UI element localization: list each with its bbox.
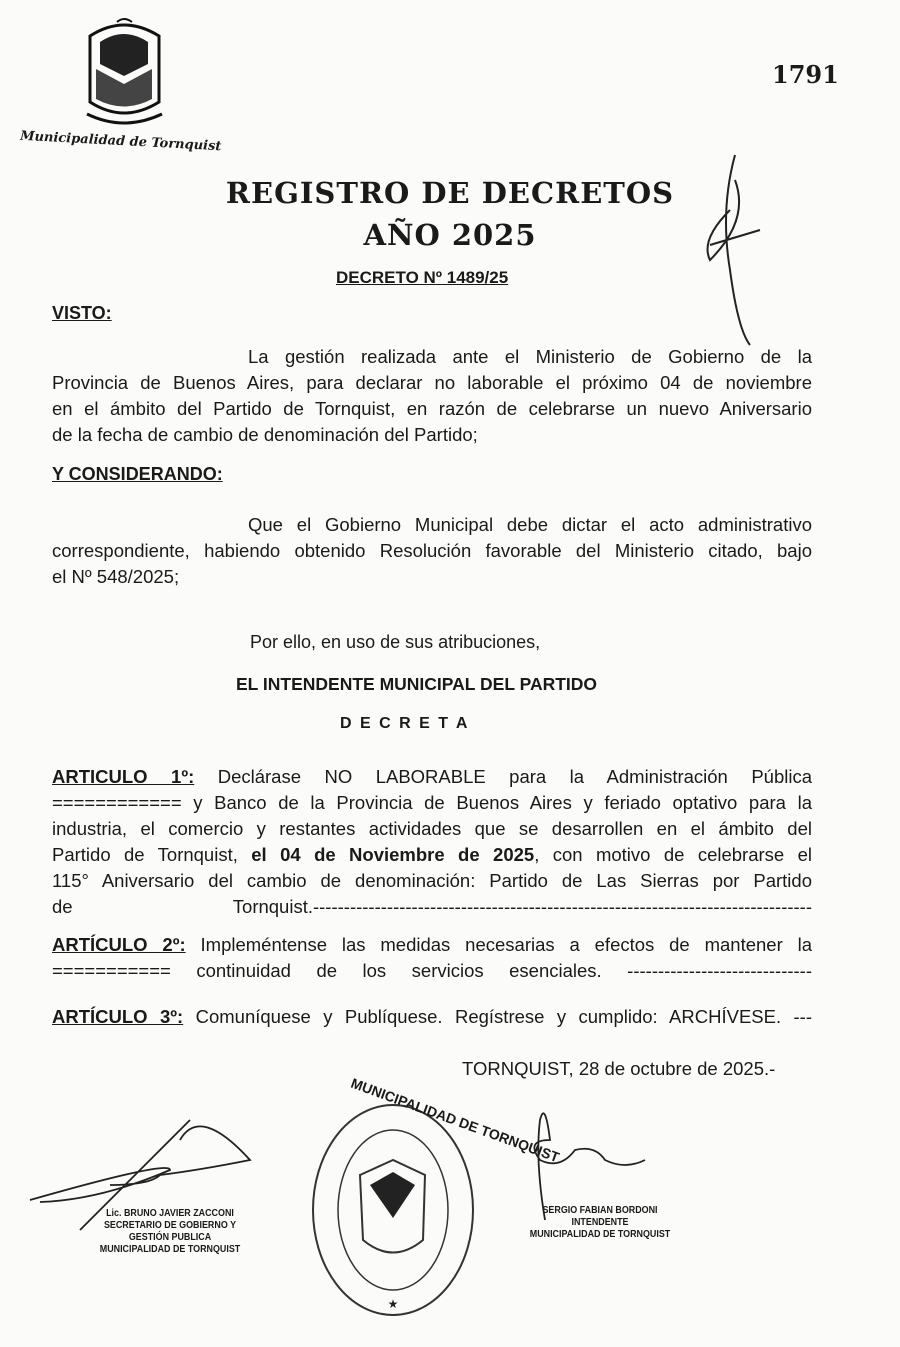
signatory-institution: MUNICIPALIDAD DE TORNQUIST: [99, 1243, 241, 1255]
signatory-title: SECRETARIO DE GOBIERNO Y: [103, 1219, 237, 1231]
considerando-line: Que el Gobierno Municipal debe dictar el acto administrativo: [248, 514, 812, 535]
signatory-title: INTENDENTE: [571, 1216, 629, 1228]
article-1-line: [52, 842, 812, 868]
por-ello-text: Por ello, en uso de sus atribuciones,: [250, 632, 541, 652]
municipal-coat-of-arms-logo: [82, 14, 167, 132]
signatory-name: Lic. BRUNO JAVIER ZACCONI: [106, 1207, 234, 1219]
text: Partido de Tornquist,: [52, 844, 238, 865]
logo-caption: Municipalidad de Tornquist: [19, 128, 222, 155]
document-year: AÑO 2025: [363, 218, 537, 252]
article-1-line: ============ y Banco de la Provincia de Buenos Aires y feriado optativo para la: [52, 792, 812, 813]
page-number: 1791: [772, 60, 839, 89]
document-title: REGISTRO DE DECRETOS: [225, 176, 675, 210]
article-3: [52, 1004, 812, 1030]
article-1-line: industria, el comercio y restantes actividades que se desarrollen en el ámbito del: [52, 818, 812, 839]
considerando-line: el Nº 548/2025;: [52, 566, 180, 587]
article-2-label: ARTÍCULO 2º:: [52, 934, 186, 955]
article-3-text: Comuníquese y Publíquese. Regístrese y cumplido: ARCHÍVESE. ---: [195, 1006, 813, 1027]
text: , con motivo de celebrarse el: [534, 844, 812, 865]
article-1: [52, 764, 812, 790]
article-1-text: Declárase NO LABORABLE para la Administración Pública: [217, 766, 812, 787]
signatory-name: SERGIO FABIAN BORDONI: [542, 1204, 658, 1216]
visto-heading: VISTO:: [52, 303, 112, 323]
signatory-left: [85, 1207, 255, 1255]
article-1-label: ARTICULO 1º:: [52, 766, 195, 787]
signatory-title: GESTIÓN PUBLICA: [128, 1231, 212, 1243]
visto-line: en el ámbito del Partido de Tornquist, en razón de celebrarse un nuevo Aniversario: [52, 398, 812, 419]
decreta-heading: D E C R E T A: [340, 715, 470, 732]
svg-text:★: ★: [387, 1297, 399, 1311]
authority-heading: EL INTENDENTE MUNICIPAL DEL PARTIDO: [236, 674, 598, 694]
considerando-heading: Y CONSIDERANDO:: [52, 464, 223, 484]
article-2-line: =========== continuidad de los servicios esenciales. ------------------------------: [52, 960, 812, 981]
municipal-seal: [305, 1100, 485, 1325]
decree-number: DECRETO Nº 1489/25: [336, 268, 509, 287]
visto-line: La gestión realizada ante el Ministerio de Gobierno de la: [248, 346, 812, 367]
article-2: [52, 932, 812, 958]
visto-line: de la fecha de cambio de denominación del Partido;: [52, 424, 478, 445]
seal-text: MUNICIPALIDAD DE TORNQUIST: [348, 1074, 562, 1166]
article-2-text: Impleméntense las medidas necesarias a efectos de mantener la: [200, 934, 812, 955]
signatory-right: [519, 1204, 681, 1240]
considerando-line: correspondiente, habiendo obtenido Resolución favorable del Ministerio citado, bajo: [52, 540, 812, 561]
holiday-date: el 04 de Noviembre de 2025: [251, 844, 535, 865]
signatory-institution: MUNICIPALIDAD DE TORNQUIST: [529, 1228, 671, 1240]
article-1-line: 115° Aniversario del cambio de denominación: Partido de Las Sierras por Partido: [52, 870, 812, 891]
visto-line: Provincia de Buenos Aires, para declarar no laborable el próximo 04 de noviembre: [52, 372, 812, 393]
place-date: TORNQUIST, 28 de octubre de 2025.-: [462, 1058, 776, 1079]
article-1-line: de Tornquist.---------------------------------------------------------------------------------: [52, 896, 812, 917]
article-3-label: ARTÍCULO 3º:: [52, 1006, 184, 1027]
